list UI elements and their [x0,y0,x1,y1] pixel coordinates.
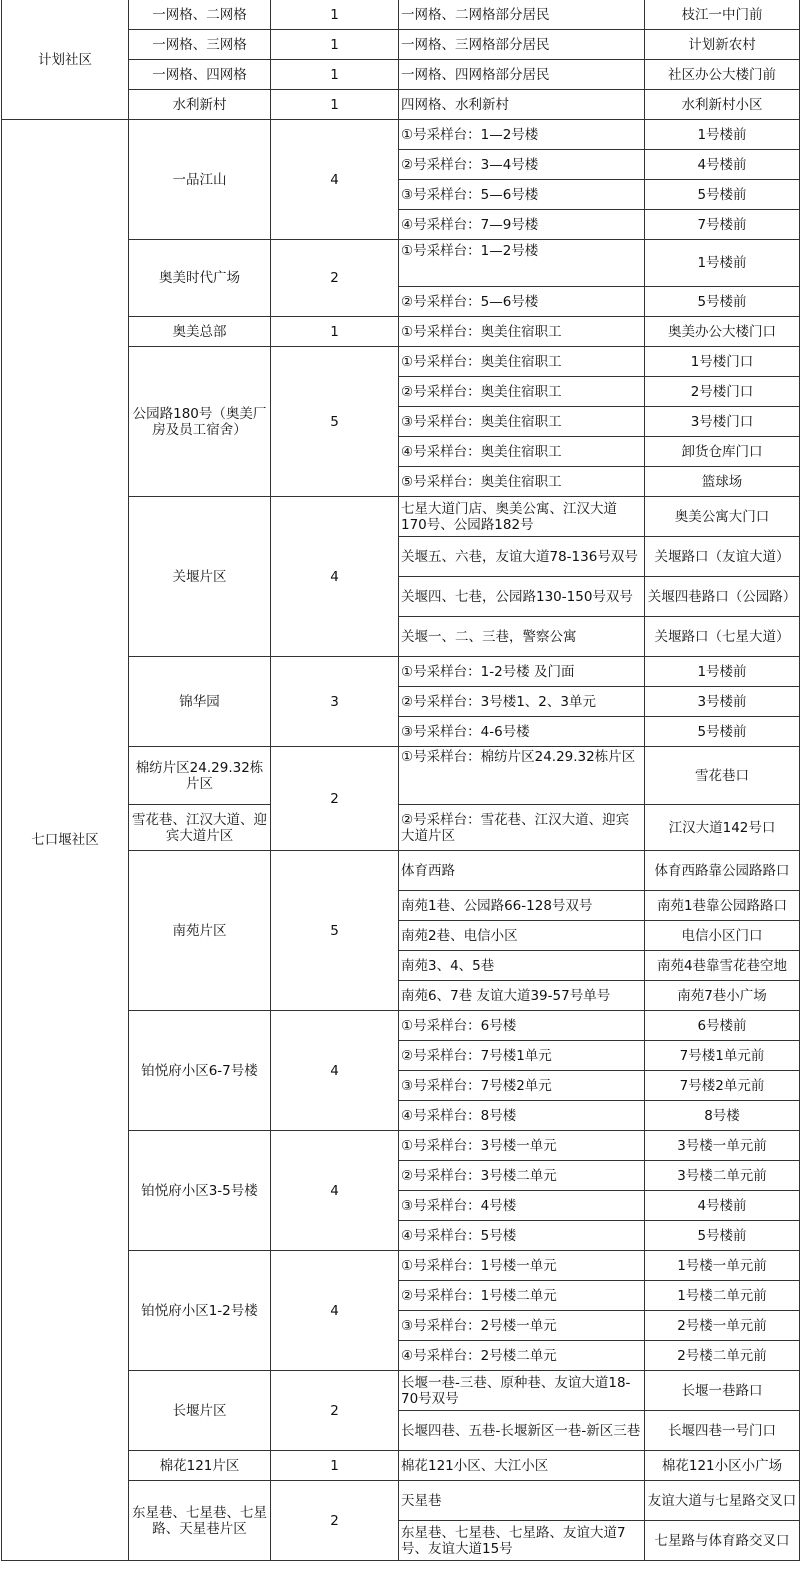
scope-cell: ②号采样台：5—6号楼 [399,287,645,317]
site-cell: 奥美时代广场 [129,240,271,317]
scope-cell: 东星巷、七星巷、七星路、友谊大道7号、友谊大道15号 [399,1521,645,1561]
scope-cell: 一网格、二网格部分居民 [399,0,645,30]
count-cell: 4 [271,120,399,240]
location-cell: 2号楼门口 [645,377,800,407]
count-cell: 4 [271,1011,399,1131]
site-cell: 铂悦府小区1-2号楼 [129,1251,271,1371]
scope-cell: ⑤号采样台：奥美住宿职工 [399,467,645,497]
location-cell: 卸货仓库门口 [645,437,800,467]
scope-cell: ②号采样台：1号楼二单元 [399,1281,645,1311]
location-cell: 奥美公寓大门口 [645,497,800,537]
location-cell: 关堰路口（友谊大道） [645,537,800,577]
scope-cell: ①号采样台：1-2号楼 及门面 [399,657,645,687]
count-cell: 2 [271,240,399,317]
location-cell: 1号楼一单元前 [645,1251,800,1281]
community-cell: 七口堰社区 [2,120,129,1561]
community-cell: 计划社区 [2,0,129,120]
scope-cell: ①号采样台：棉纺片区24.29.32栋片区 [399,747,645,805]
site-cell: 一网格、二网格 [129,0,271,30]
location-cell: 长堰一巷路口 [645,1371,800,1411]
site-cell: 水利新村 [129,90,271,120]
site-cell: 奥美总部 [129,317,271,347]
location-cell: 1号楼前 [645,120,800,150]
location-cell: 3号楼二单元前 [645,1161,800,1191]
count-cell: 5 [271,347,399,497]
scope-cell: ①号采样台：6号楼 [399,1011,645,1041]
location-cell: 8号楼 [645,1101,800,1131]
location-cell: 计划新农村 [645,30,800,60]
scope-cell: ④号采样台：5号楼 [399,1221,645,1251]
count-cell: 2 [271,1371,399,1451]
site-cell: 长堰片区 [129,1371,271,1451]
site-cell: 南苑片区 [129,851,271,1011]
location-cell: 七星路与体育路交叉口 [645,1521,800,1561]
scope-cell: ①号采样台：3号楼一单元 [399,1131,645,1161]
scope-cell: 四网格、水利新村 [399,90,645,120]
location-cell: 棉花121小区小广场 [645,1451,800,1481]
scope-cell: ③号采样台：奥美住宿职工 [399,407,645,437]
site-cell: 公园路180号（奥美厂房及员工宿舍） [129,347,271,497]
location-cell: 5号楼前 [645,287,800,317]
scope-cell: ③号采样台：5—6号楼 [399,180,645,210]
location-cell: 南苑1巷靠公园路路口 [645,891,800,921]
location-cell: 1号楼前 [645,657,800,687]
location-cell: 奥美办公大楼门口 [645,317,800,347]
site-cell: 一品江山 [129,120,271,240]
location-cell: 4号楼前 [645,150,800,180]
scope-cell: ①号采样台：奥美住宿职工 [399,347,645,377]
site-cell: 一网格、四网格 [129,60,271,90]
scope-cell: ①号采样台：1—2号楼 [399,120,645,150]
location-cell: 南苑7巷小广场 [645,981,800,1011]
location-cell: 7号楼前 [645,210,800,240]
location-cell: 友谊大道与七星路交叉口 [645,1481,800,1521]
count-cell: 1 [271,0,399,30]
scope-cell: ②号采样台：3号楼二单元 [399,1161,645,1191]
location-cell: 关堰路口（七星大道） [645,617,800,657]
scope-cell: 南苑3、4、5巷 [399,951,645,981]
count-cell: 5 [271,851,399,1011]
scope-cell: 关堰五、六巷，友谊大道78-136号双号 [399,537,645,577]
scope-cell: ①号采样台：奥美住宿职工 [399,317,645,347]
location-cell: 5号楼前 [645,180,800,210]
scope-cell: ③号采样台：4-6号楼 [399,717,645,747]
count-cell: 1 [271,30,399,60]
scope-cell: 一网格、三网格部分居民 [399,30,645,60]
scope-cell: ②号采样台：雪花巷、江汉大道、迎宾大道片区 [399,805,645,851]
site-cell: 东星巷、七星巷、七星路、天星巷片区 [129,1481,271,1561]
site-cell: 一网格、三网格 [129,30,271,60]
scope-cell: ②号采样台：3—4号楼 [399,150,645,180]
count-cell: 2 [271,747,399,851]
scope-cell: ②号采样台：7号楼1单元 [399,1041,645,1071]
count-cell: 1 [271,60,399,90]
location-cell: 7号楼2单元前 [645,1071,800,1101]
location-cell: 体育西路靠公园路路口 [645,851,800,891]
location-cell: 3号楼一单元前 [645,1131,800,1161]
count-cell: 3 [271,657,399,747]
location-cell: 篮球场 [645,467,800,497]
location-cell: 1号楼前 [645,240,800,287]
scope-cell: ③号采样台：4号楼 [399,1191,645,1221]
count-cell: 1 [271,90,399,120]
location-cell: 雪花巷口 [645,747,800,805]
scope-cell: 关堰四、七巷，公园路130-150号双号 [399,577,645,617]
location-cell: 5号楼前 [645,717,800,747]
scope-cell: 关堰一、二、三巷，警察公寓 [399,617,645,657]
site-cell: 棉纺片区24.29.32栋片区 [129,747,271,805]
scope-cell: 棉花121小区、大江小区 [399,1451,645,1481]
location-cell: 2号楼二单元前 [645,1341,800,1371]
location-cell: 2号楼一单元前 [645,1311,800,1341]
location-cell: 4号楼前 [645,1191,800,1221]
location-cell: 1号楼门口 [645,347,800,377]
count-cell: 2 [271,1481,399,1561]
location-cell: 长堰四巷一号门口 [645,1411,800,1451]
scope-cell: ④号采样台：奥美住宿职工 [399,437,645,467]
table-row [2,120,800,150]
location-cell: 3号楼门口 [645,407,800,437]
location-cell: 枝江一中门前 [645,0,800,30]
location-cell: 关堰四巷路口（公园路） [645,577,800,617]
scope-cell: ④号采样台：8号楼 [399,1101,645,1131]
site-cell: 雪花巷、江汉大道、迎宾大道片区 [129,805,271,851]
location-cell: 5号楼前 [645,1221,800,1251]
scope-cell: 长堰四巷、五巷-长堰新区一巷-新区三巷 [399,1411,645,1451]
scope-cell: 天星巷 [399,1481,645,1521]
scope-cell: 长堰一巷-三巷、原种巷、友谊大道18-70号双号 [399,1371,645,1411]
location-cell: 3号楼前 [645,687,800,717]
scope-cell: ③号采样台：2号楼一单元 [399,1311,645,1341]
scope-cell: ②号采样台：3号楼1、2、3单元 [399,687,645,717]
count-cell: 4 [271,497,399,657]
scope-cell: 七星大道门店、奥美公寓、江汉大道170号、公园路182号 [399,497,645,537]
scope-cell: 南苑2巷、电信小区 [399,921,645,951]
table-row [2,0,800,30]
site-cell: 铂悦府小区3-5号楼 [129,1131,271,1251]
site-cell: 锦华园 [129,657,271,747]
location-cell: 1号楼二单元前 [645,1281,800,1311]
location-cell: 电信小区门口 [645,921,800,951]
count-cell: 1 [271,317,399,347]
scope-cell: ②号采样台：奥美住宿职工 [399,377,645,407]
location-cell: 南苑4巷靠雪花巷空地 [645,951,800,981]
location-cell: 社区办公大楼门前 [645,60,800,90]
location-cell: 水利新村小区 [645,90,800,120]
sampling-site-table [1,0,800,1561]
scope-cell: 一网格、四网格部分居民 [399,60,645,90]
site-cell: 棉花121片区 [129,1451,271,1481]
scope-cell: 体育西路 [399,851,645,891]
count-cell: 1 [271,1451,399,1481]
location-cell: 江汉大道142号口 [645,805,800,851]
site-cell: 铂悦府小区6-7号楼 [129,1011,271,1131]
location-cell: 6号楼前 [645,1011,800,1041]
scope-cell: 南苑1巷、公园路66-128号双号 [399,891,645,921]
scope-cell: ③号采样台：7号楼2单元 [399,1071,645,1101]
count-cell: 4 [271,1131,399,1251]
scope-cell: ①号采样台：1号楼一单元 [399,1251,645,1281]
scope-cell: ④号采样台：7—9号楼 [399,210,645,240]
location-cell: 7号楼1单元前 [645,1041,800,1071]
scope-cell: 南苑6、7巷 友谊大道39-57号单号 [399,981,645,1011]
count-cell: 4 [271,1251,399,1371]
site-cell: 关堰片区 [129,497,271,657]
scope-cell: ④号采样台：2号楼二单元 [399,1341,645,1371]
scope-cell: ①号采样台：1—2号楼 [399,240,645,287]
